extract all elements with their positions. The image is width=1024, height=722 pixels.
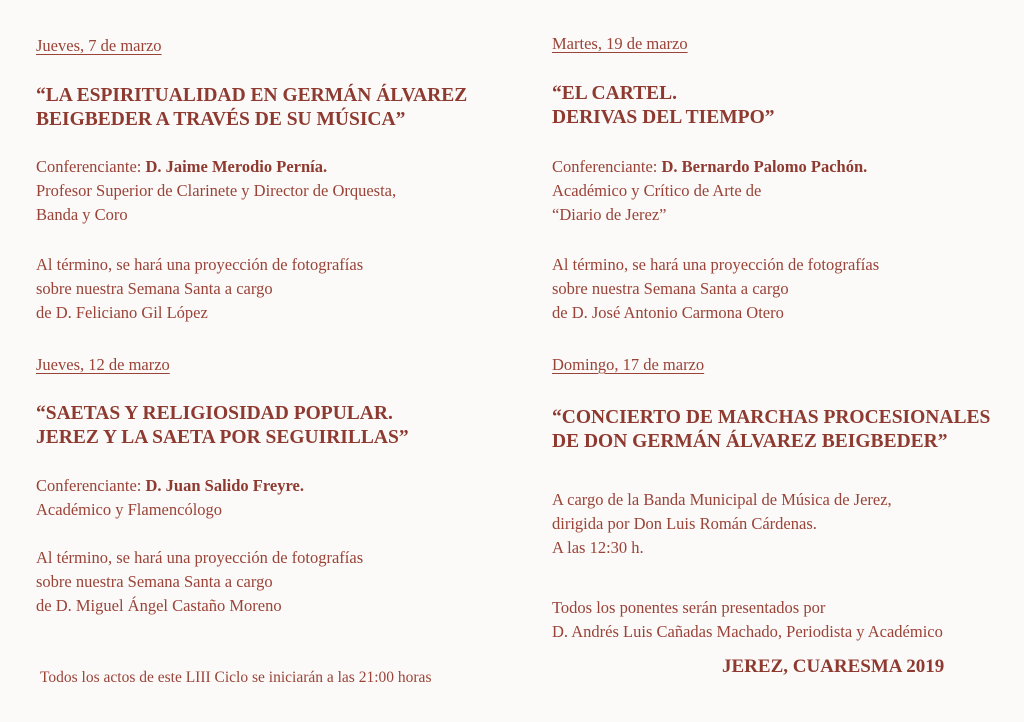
event-title-line: “LA ESPIRITUALIDAD EN GERMÁN ÁLVAREZ	[36, 85, 468, 106]
note-line: Al término, se hará una proyección de fotografías	[36, 548, 364, 567]
event-title	[36, 402, 409, 450]
speaker-name: D. Jaime Merodio Pernía.	[145, 157, 328, 176]
note-line: Al término, se hará una proyección de fotografías	[552, 255, 880, 274]
speaker-label: Conferenciante:	[36, 476, 146, 495]
concert-line: dirigida por Don Luis Román Cárdenas.	[552, 514, 817, 533]
photo-projection-note	[36, 546, 363, 618]
speaker-name: D. Juan Salido Freyre.	[145, 476, 304, 495]
speaker-block	[36, 155, 396, 227]
speaker-label: Conferenciante:	[552, 157, 662, 176]
concert-details	[552, 488, 892, 560]
speaker-block	[552, 155, 867, 227]
speaker-block	[36, 474, 304, 522]
speaker-role: Académico y Crítico de Arte de	[552, 181, 762, 200]
note-line: sobre nuestra Semana Santa a cargo	[36, 572, 273, 591]
presenters-line: D. Andrés Luis Cañadas Machado, Periodista y Académico	[552, 622, 943, 641]
event-title-line: “SAETAS Y RELIGIOSIDAD POPULAR.	[36, 403, 393, 424]
speaker-role: Banda y Coro	[36, 205, 128, 224]
event-date: Martes, 19 de marzo	[552, 34, 688, 53]
speaker-line	[36, 155, 396, 179]
event-date: Domingo, 17 de marzo	[552, 355, 705, 374]
event-title	[552, 406, 990, 454]
place-date: JEREZ, CUARESMA 2019	[722, 656, 945, 677]
speaker-role: Académico y Flamencólogo	[36, 500, 223, 519]
event-title-line: “CONCIERTO DE MARCHAS PROCESIONALES	[552, 407, 991, 428]
event-date: Jueves, 12 de marzo	[36, 355, 170, 374]
speaker-label: Conferenciante:	[36, 157, 146, 176]
event-title-line: BEIGBEDER A TRAVÉS DE SU MÚSICA”	[36, 109, 406, 130]
speaker-line	[552, 155, 867, 179]
note-line: Al término, se hará una proyección de fotografías	[36, 255, 364, 274]
speaker-role: Profesor Superior de Clarinete y Director de Orquesta,	[36, 181, 397, 200]
event-title-line: JEREZ Y LA SAETA POR SEGUIRILLAS”	[36, 427, 409, 448]
event-title-line: DERIVAS DEL TIEMPO”	[552, 107, 775, 128]
photo-projection-note	[36, 253, 363, 325]
event-title	[36, 84, 467, 132]
note-line: sobre nuestra Semana Santa a cargo	[36, 279, 273, 298]
concert-line: A las 12:30 h.	[552, 538, 644, 557]
speaker-name: D. Bernardo Palomo Pachón.	[661, 157, 868, 176]
speaker-line	[36, 474, 304, 498]
event-title-line: “EL CARTEL.	[552, 83, 678, 104]
note-line: sobre nuestra Semana Santa a cargo	[552, 279, 789, 298]
event-date: Jueves, 7 de marzo	[36, 36, 162, 55]
presenters-line: Todos los ponentes serán presentados por	[552, 598, 826, 617]
photo-projection-note	[552, 253, 879, 325]
note-line: de D. José Antonio Carmona Otero	[552, 303, 784, 322]
event-title-line: DE DON GERMÁN ÁLVAREZ BEIGBEDER”	[552, 431, 948, 452]
note-line: de D. Miguel Ángel Castaño Moreno	[36, 596, 282, 615]
event-title	[552, 82, 775, 130]
presenters-note	[552, 596, 943, 644]
note-line: de D. Feliciano Gil López	[36, 303, 208, 322]
schedule-note: Todos los actos de este LIII Ciclo se iniciarán a las 21:00 horas	[40, 669, 432, 686]
speaker-role: “Diario de Jerez”	[552, 205, 667, 224]
concert-line: A cargo de la Banda Municipal de Música de Jerez,	[552, 490, 892, 509]
